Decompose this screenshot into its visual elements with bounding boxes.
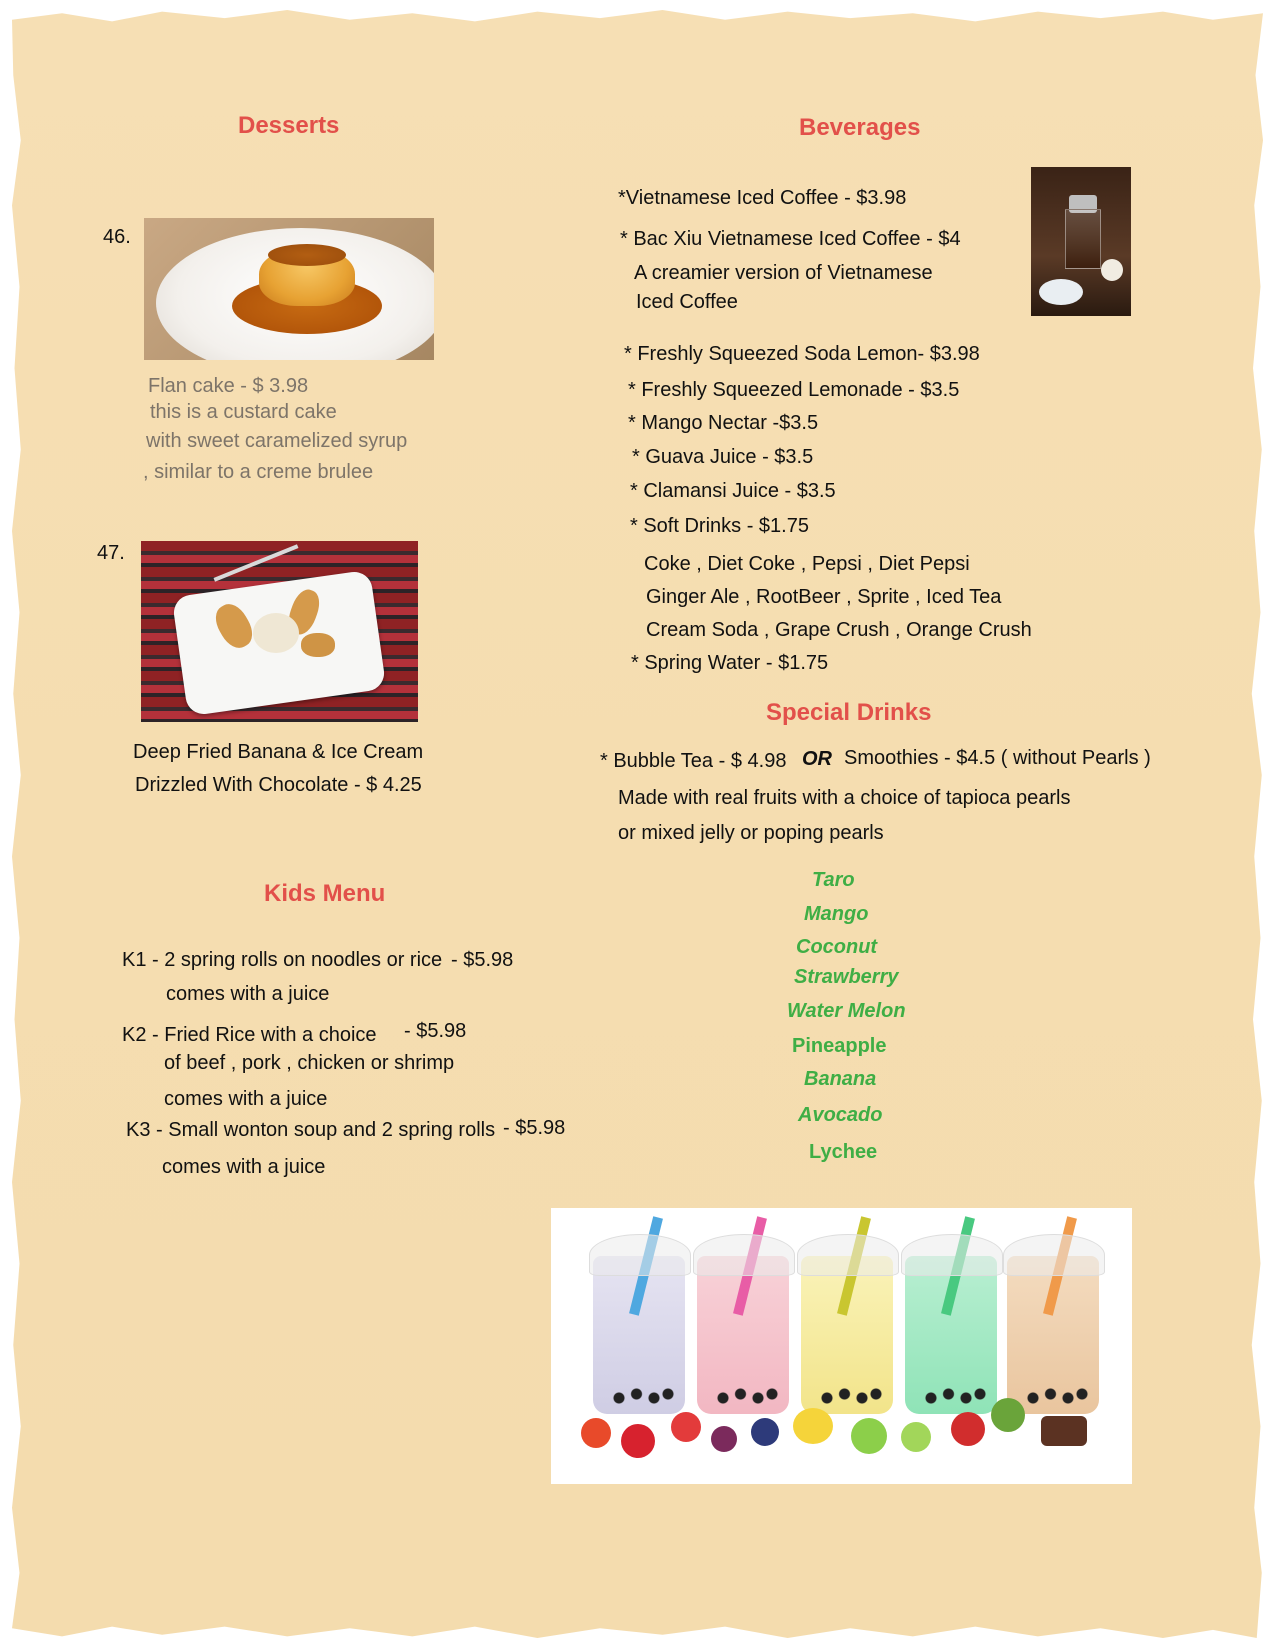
- pearls-shape: [1019, 1386, 1089, 1406]
- fruit-shape: [581, 1418, 611, 1448]
- fruit-shape: [991, 1398, 1025, 1432]
- fruit-shape: [751, 1418, 779, 1446]
- flavor-item: Mango: [804, 903, 869, 925]
- fruit-shape: [621, 1424, 655, 1458]
- beverage-item: * Mango Nectar -$3.5: [628, 412, 819, 434]
- strawberry-cup-shape: [697, 1256, 789, 1414]
- k3-title: K3 - Small wonton soup and 2 spring rolls: [126, 1119, 496, 1141]
- bubble-tea-item: * Bubble Tea - $ 4.98: [600, 750, 787, 772]
- fruit-shape: [901, 1422, 931, 1452]
- k2-line2: of beef , pork , chicken or shrimp: [164, 1052, 455, 1074]
- mango-cup-shape: [801, 1256, 893, 1414]
- flavor-item: Coconut: [796, 936, 878, 958]
- cup-lid-shape: [797, 1234, 899, 1276]
- fruit-shape: [793, 1408, 833, 1444]
- k3-note: comes with a juice: [162, 1156, 326, 1178]
- pearls-shape: [917, 1386, 987, 1406]
- special-desc-2: or mixed jelly or poping pearls: [618, 822, 884, 844]
- smoothies-item: Smoothies - $4.5 ( without Pearls ): [844, 747, 1151, 769]
- taro-cup-shape: [593, 1256, 685, 1414]
- beverages-heading: Beverages: [799, 114, 921, 141]
- beverage-item: * Bac Xiu Vietnamese Iced Coffee - $4: [620, 228, 961, 250]
- flavor-item: Avocado: [798, 1104, 883, 1126]
- iced-coffee-photo: [1031, 167, 1131, 316]
- beverage-item: * Freshly Squeezed Soda Lemon- $3.98: [624, 343, 980, 365]
- flan-desc-2: with sweet caramelized syrup: [146, 430, 408, 452]
- flavor-item: Pineapple: [792, 1035, 887, 1057]
- chocolate-shape: [1041, 1416, 1087, 1446]
- k3-price: - $5.98: [503, 1117, 566, 1139]
- cup-lid-shape: [693, 1234, 795, 1276]
- banana-title-1: Deep Fried Banana & Ice Cream: [133, 741, 424, 763]
- cup-lid-shape: [1003, 1234, 1105, 1276]
- flavor-item: Banana: [804, 1068, 877, 1090]
- cup-lid-shape: [589, 1234, 691, 1276]
- item-47-number: 47.: [97, 542, 125, 564]
- special-drinks-heading: Special Drinks: [766, 699, 932, 726]
- beverage-item: * Spring Water - $1.75: [631, 652, 829, 674]
- flan-cake-photo: [144, 218, 434, 360]
- ice-bowl-shape: [1039, 279, 1083, 305]
- green-cup-shape: [905, 1256, 997, 1414]
- fruit-shape: [951, 1412, 985, 1446]
- cup-lid-shape: [901, 1234, 1003, 1276]
- fork-shape: [214, 544, 299, 581]
- k1-price: - $5.98: [451, 949, 514, 971]
- fruit-shape: [711, 1426, 737, 1452]
- soft-drink-list: Coke , Diet Coke , Pepsi , Diet Pepsi: [644, 553, 970, 575]
- fruit-pile: [561, 1408, 1121, 1478]
- fruit-shape: [851, 1418, 887, 1454]
- banana-title-2: Drizzled With Chocolate - $ 4.25: [135, 774, 422, 796]
- k2-price: - $5.98: [404, 1020, 467, 1042]
- beverage-item-desc: Iced Coffee: [636, 291, 738, 313]
- fruit-shape: [671, 1412, 701, 1442]
- beverage-item: * Guava Juice - $3.5: [632, 446, 814, 468]
- soft-drink-list: Cream Soda , Grape Crush , Orange Crush: [646, 619, 1032, 641]
- item-46-number: 46.: [103, 226, 131, 248]
- milk-cup-shape: [1101, 259, 1123, 281]
- flavor-item: Water Melon: [787, 1000, 906, 1022]
- fried-banana-shape: [301, 633, 335, 657]
- flavor-item: Taro: [812, 869, 855, 891]
- kids-menu-heading: Kids Menu: [264, 880, 386, 907]
- beverage-item: * Clamansi Juice - $3.5: [630, 480, 836, 502]
- k1-note: comes with a juice: [166, 983, 330, 1005]
- flan-desc-3: , similar to a creme brulee: [143, 461, 374, 483]
- or-label: OR: [802, 748, 832, 770]
- k2-note: comes with a juice: [164, 1088, 328, 1110]
- soft-drink-list: Ginger Ale , RootBeer , Sprite , Iced Tea: [646, 586, 1002, 608]
- fried-banana-photo: [141, 541, 418, 722]
- desserts-heading: Desserts: [238, 112, 340, 139]
- beverage-item: *Vietnamese Iced Coffee - $3.98: [618, 187, 907, 209]
- pearls-shape: [605, 1386, 675, 1406]
- milk-tea-cup-shape: [1007, 1256, 1099, 1414]
- special-desc-1: Made with real fruits with a choice of tapioca pearls: [618, 787, 1071, 809]
- pearls-shape: [813, 1386, 883, 1406]
- ice-cream-shape: [253, 613, 299, 653]
- beverage-item: * Freshly Squeezed Lemonade - $3.5: [628, 379, 960, 401]
- bubble-tea-photo: [551, 1208, 1132, 1484]
- flavor-item: Strawberry: [794, 966, 899, 988]
- coffee-glass-shape: [1065, 209, 1101, 269]
- caramel-top-shape: [268, 244, 346, 266]
- beverage-item-desc: A creamier version of Vietnamese: [634, 262, 933, 284]
- k2-title: K2 - Fried Rice with a choice: [122, 1024, 377, 1046]
- flan-title: Flan cake - $ 3.98: [148, 375, 309, 397]
- flavor-item: Lychee: [809, 1141, 878, 1163]
- beverage-item: * Soft Drinks - $1.75: [630, 515, 809, 537]
- pearls-shape: [709, 1386, 779, 1406]
- flan-desc-1: this is a custard cake: [150, 401, 337, 423]
- k1-title: K1 - 2 spring rolls on noodles or rice: [122, 949, 443, 971]
